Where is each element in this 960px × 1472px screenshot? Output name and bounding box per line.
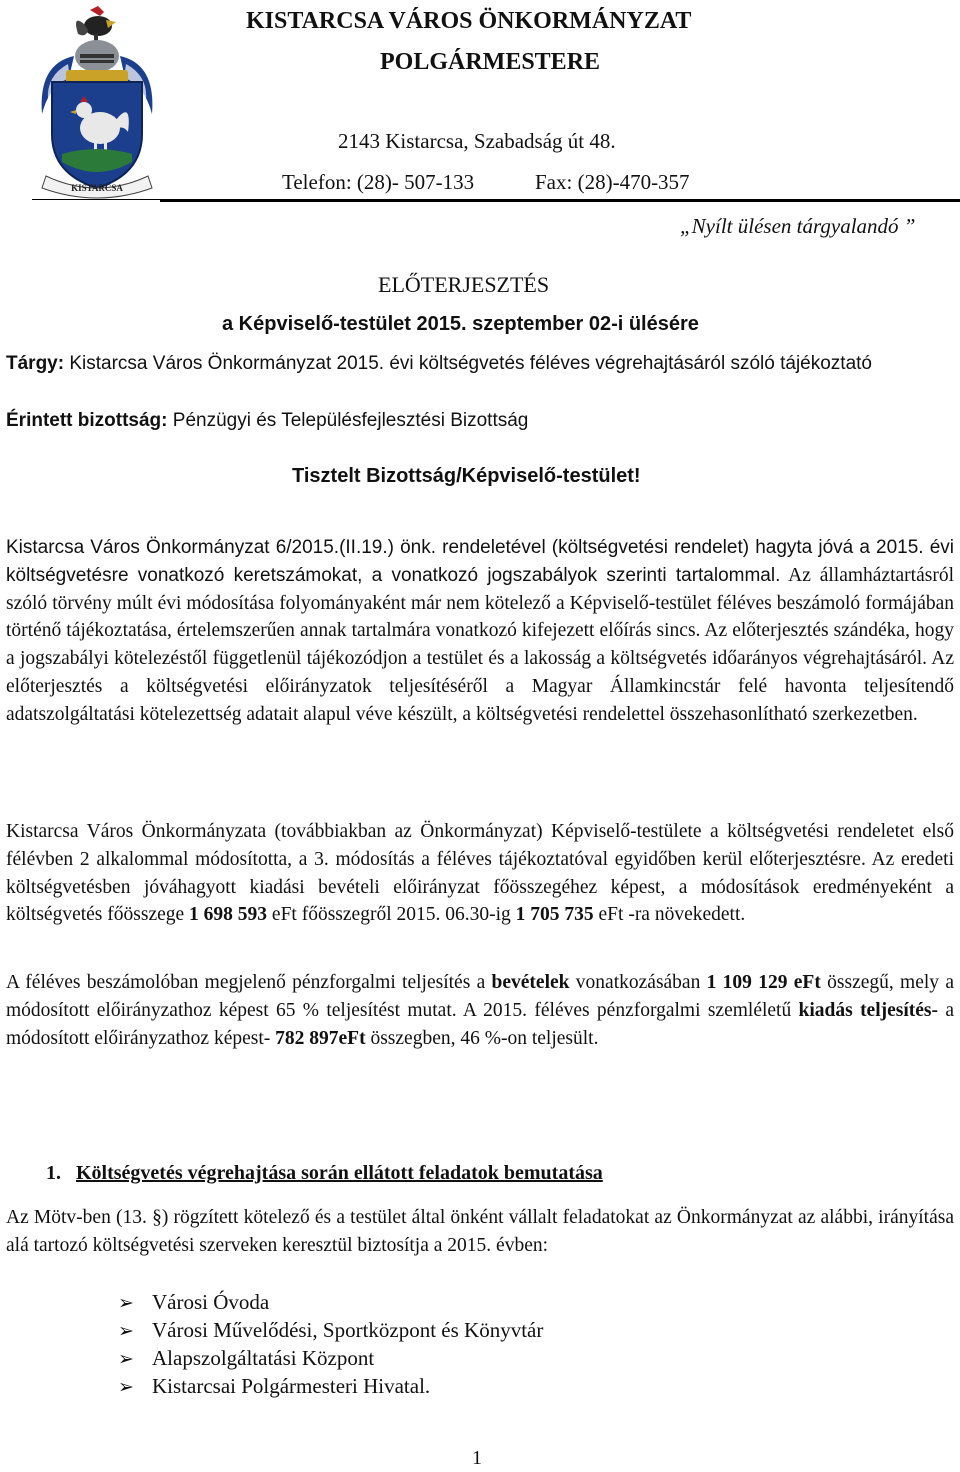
rooster-crest-icon xyxy=(76,6,116,42)
mod-amount-2: 1 705 735 xyxy=(515,904,594,926)
intro-sans-text: Kistarcsa Város Önkormányzat 6/2015.(II.19.) önk. rendeletével (költségvetési rendelet) hagyta jóvá a 2015. évi költségvetésre vonatkozó keretszámokat, a vonatkozó jogszabályok szerinti tartalommal. xyxy=(6,537,954,586)
subject-text: Kistarcsa Város Önkormányzat 2015. évi költségvetés féléves végrehajtásáról szóló tájékoztató xyxy=(64,353,872,374)
section-paragraph: Az Mötv-ben (13. §) rögzített kötelező és a testület által önként vállalt feladatokat az Önkormányzat az alábbi, irányítása alá tartozó költségvetési szerveken keresztül biztosítja a 2015. évben: xyxy=(6,1207,954,1256)
arrow-bullet-icon: ➢ xyxy=(118,1349,134,1370)
arrow-bullet-icon: ➢ xyxy=(118,1321,134,1342)
performance-paragraph xyxy=(6,969,954,1052)
open-session-note: „Nyílt ülésen tárgyalandó ” xyxy=(680,214,916,238)
header-divider xyxy=(160,199,960,202)
phone-number: Telefon: (28)- 507-133 xyxy=(282,170,475,194)
subject-line xyxy=(6,350,954,378)
perf-bold-2: 1 109 129 eFt xyxy=(706,972,821,993)
salutation: Tisztelt Bizottság/Képviselő-testület! xyxy=(292,465,641,487)
mod-text-3: eFt -ra növekedett. xyxy=(593,904,746,926)
subject-label: Tárgy: xyxy=(6,353,65,374)
fax-number: Fax: (28)-470-357 xyxy=(535,170,690,194)
address: 2143 Kistarcsa, Szabadság út 48. xyxy=(338,129,616,153)
meeting-line: a Képviselő-testület 2015. szeptember 02-i ülésére xyxy=(222,313,699,335)
list-item-label: Kistarcsai Polgármesteri Hivatal. xyxy=(152,1374,431,1398)
committee-line xyxy=(6,407,954,435)
arrow-bullet-icon: ➢ xyxy=(118,1377,134,1398)
committee-text: Pénzügyi és Településfejlesztési Bizottság xyxy=(167,410,529,431)
list-item xyxy=(118,1316,543,1344)
office-title: KISTARCSA VÁROS ÖNKORMÁNYZAT xyxy=(246,8,692,34)
page-number: 1 xyxy=(472,1447,482,1469)
perf-bold-3: kiadás teljesítés- xyxy=(798,999,939,1021)
section-heading xyxy=(46,1162,603,1185)
perf-text-3: összegű, mely a módosított előirányzathoz képest 65 % teljesítést mutat. A 2015. féléves pénzforgalmi szemléletű xyxy=(6,972,954,1021)
list-item-label: Városi Művelődési, Sportközpont és Könyvtár xyxy=(152,1318,544,1342)
crest-ribbon-text: KISTARCSA xyxy=(71,183,123,193)
perf-text-1: A féléves beszámolóban megjelenő pénzforgalmi teljesítés a xyxy=(6,972,492,993)
perf-text-4: a módosított előirányzathoz képest- xyxy=(6,999,955,1049)
section-number: 1. xyxy=(46,1162,61,1184)
perf-text-5: összegben, 46 %-on teljesült. xyxy=(365,1027,599,1049)
list-item xyxy=(118,1372,543,1400)
mod-text-2: eFt főösszegről 2015. 06.30-ig xyxy=(267,904,516,926)
section-title: Költségvetés végrehajtása során ellátott feladatok bemutatása xyxy=(76,1162,603,1184)
modification-paragraph xyxy=(6,818,954,929)
helmet-icon xyxy=(75,40,119,72)
list-item xyxy=(118,1288,543,1316)
mod-amount-1: 1 698 593 xyxy=(189,904,268,926)
intro-serif-text: Az államháztartásról szóló törvény múlt évi módosítása folyományaként már nem kötelező a Képviselő-testület féléves beszámoló formájában történő tájékoztatása, értelemszerűen annak tartalmára vonatkozó kifejezett előírás sincs. Az előterjesztés szándéka, hogy a jogszabályi kötelezéstől függetlenül tájékozódjon a testület és a lakosság a költségvetés időarányos végrehajtásáról. Az előterjesztés a költségvetési előirányzatok teljesítéséről a Magyar Államkincstár felé havonta teljesítendő adatszolgáltatási kötelezettség adatait alapul véve készült, a költségvetési rendelettel összehasonlítható szerkezetben. xyxy=(6,564,954,725)
mod-text-1: Kistarcsa Város Önkormányzata (továbbiakban az Önkormányzat) Képviselő-testülete a költségvetési rendeletet első félévben 2 alkalommal módosította, a 3. módosítás a féléves tájékoztatóval egyidőben kerül előterjesztésre. Az eredeti költségvetésben jóváhagyott kiadási bevételi előirányzat főösszegéhez képest, a módosítások eredményeként a költségvetés főösszege xyxy=(6,821,954,926)
list-item-label: Városi Óvoda xyxy=(152,1290,270,1314)
arrow-bullet-icon: ➢ xyxy=(118,1293,134,1314)
list-item xyxy=(118,1344,543,1372)
perf-text-2: vonatkozásában xyxy=(569,972,707,993)
intro-paragraph xyxy=(6,534,954,729)
perf-bold-4: 782 897eFt xyxy=(275,1027,366,1049)
committee-label: Érintett bizottság: xyxy=(6,410,168,431)
perf-bold-1: bevételek xyxy=(491,972,570,993)
header-divider-thin xyxy=(32,199,160,200)
coat-of-arms-logo xyxy=(28,4,166,200)
office-subtitle: POLGÁRMESTERE xyxy=(380,49,601,75)
unit-list xyxy=(118,1288,543,1400)
proposal-title: ELŐTERJESZTÉS xyxy=(378,272,550,297)
list-item-label: Alapszolgáltatási Központ xyxy=(152,1346,375,1370)
